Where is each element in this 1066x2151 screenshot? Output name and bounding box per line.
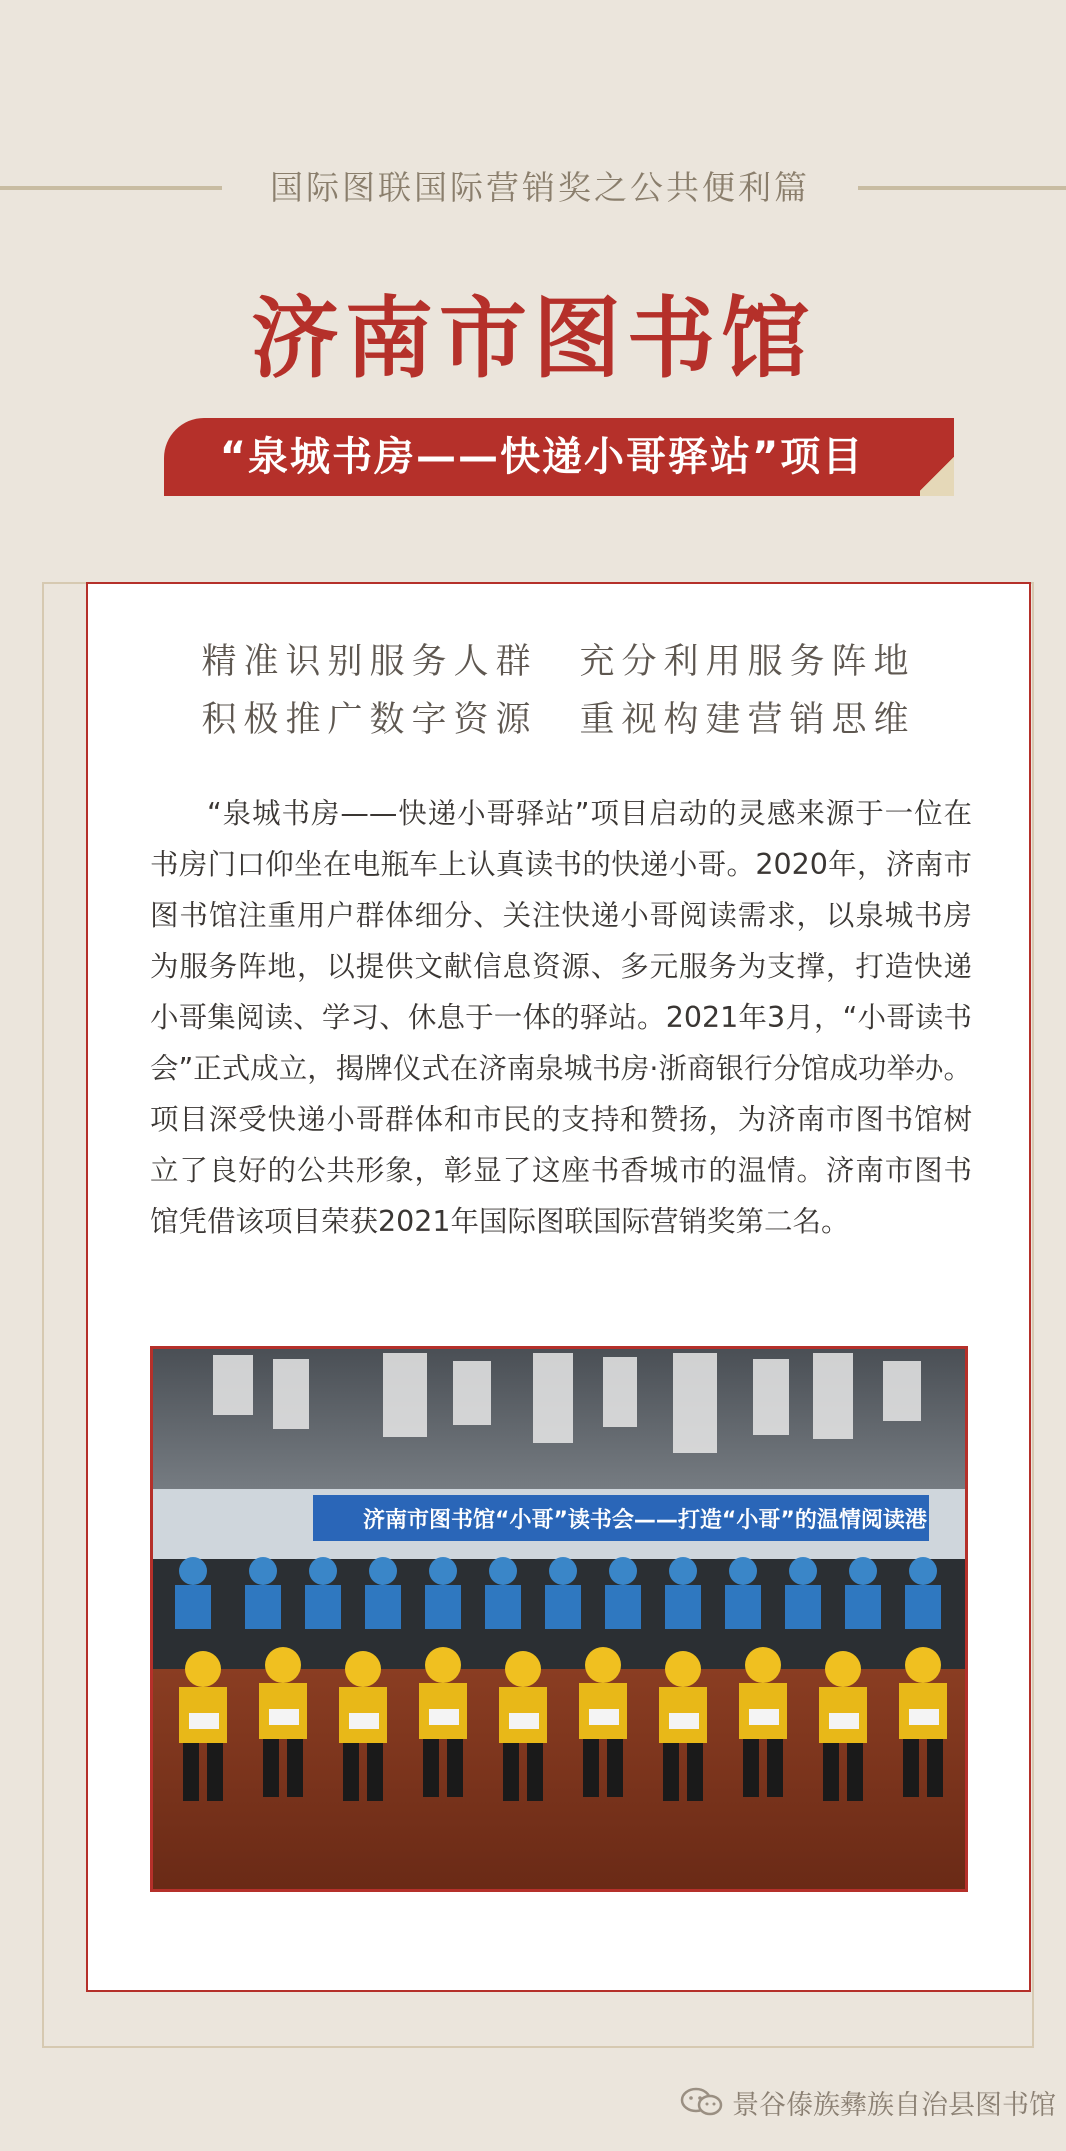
event-photo-illustration [153,1349,965,1889]
footer-account-name: 景谷傣族彝族自治县图书馆 [732,2089,1056,2121]
photo-banner-text: 济南市图书馆“小哥”读书会——打造“小哥”的温情阅读港 [363,1508,927,1533]
event-photo [150,1346,968,1892]
page-title: 济南市图书馆 [250,286,815,390]
slogan-line-2: 积极推广数字资源 重视构建营销思维 [201,700,916,740]
body-paragraph: “泉城书房——快递小哥驿站”项目启动的灵感来源于一位在书房门口仰坐在电瓶车上认真读书的快递小哥。2020年，济南市图书馆注重用户群体细分、关注快递小哥阅读需求，以泉城书房为服务阵地，以提供文献信息资源、多元服务为支撑，打造快递小哥集阅读、学习、休息于一体的驿站。2021年3月，“小哥读书会”正式成立，揭牌仪式在济南泉城书房·浙商银行分馆成功举办。项目深受快递小哥群体和市民的支持和赞扬，为济南市图书馆树立了良好的公共形象，彰显了这座书香城市的温情。济南市图书馆凭借该项目荣获2021年国际图联国际营销奖第二名。 [150,797,972,1238]
slogan-line-1: 精准识别服务人群 充分利用服务阵地 [201,642,916,682]
header-divider-right [858,186,1066,190]
header-subtitle: 国际图联国际营销奖之公共便利篇 [270,168,810,207]
wechat-icon [680,2087,724,2117]
ribbon-title: “泉城书房——快递小哥驿站”项目 [219,434,865,480]
footer-watermark [660,2082,1056,2122]
header-divider-left [0,186,222,190]
ribbon-fold [920,452,954,496]
